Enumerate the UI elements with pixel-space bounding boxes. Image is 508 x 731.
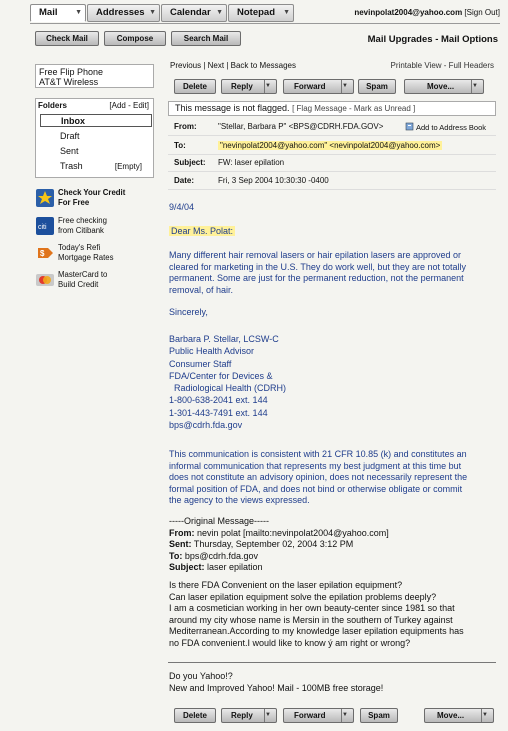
svg-text:citi: citi xyxy=(38,224,47,231)
from-value: "Stellar, Barbara P" <BPS@CDRH.FDA.GOV> xyxy=(218,122,384,131)
move-label: Move... xyxy=(427,82,455,91)
add-to-address-book-label: Add to Address Book xyxy=(415,123,486,132)
disclaimer-line: the agency to the views expressed. xyxy=(169,495,310,505)
promo-line: Today's Refi xyxy=(58,243,101,252)
forward-button-bottom[interactable] xyxy=(283,708,354,723)
original-line: around my city whose name is Mersin in the southern of Turkey against xyxy=(169,614,453,625)
sidebar-item-sent[interactable] xyxy=(40,145,152,158)
promo-line: For Free xyxy=(58,197,90,207)
sidebar-item-label: Trash xyxy=(60,161,83,171)
sidebar-item-trash[interactable] xyxy=(40,160,152,173)
move-dropdown[interactable] xyxy=(404,79,484,94)
original-sent-value: Thursday, September 02, 2004 3:12 PM xyxy=(193,539,354,549)
signature-line: Barbara P. Stellar, LCSW-C xyxy=(169,334,279,344)
tab-mail-label: Mail xyxy=(39,7,58,18)
disclaimer-paragraph xyxy=(169,449,467,507)
original-message-header xyxy=(169,516,389,574)
body-date: 9/4/04 xyxy=(169,202,195,212)
citibank-logo-icon xyxy=(36,217,54,235)
signature-line: 1-301-443-7491 ext. 144 xyxy=(169,407,268,418)
credit-check-icon xyxy=(36,189,54,207)
chevron-down-icon[interactable]: ▼ xyxy=(75,9,82,16)
signature-line: Radiological Health (CDRH) xyxy=(169,383,287,394)
original-from-label: From: xyxy=(169,527,195,538)
spam-button[interactable]: Spam xyxy=(358,79,396,94)
ad-line-2: AT&T Wireless xyxy=(39,77,99,87)
top-tab-bar xyxy=(30,2,500,24)
empty-trash-link[interactable]: [Empty] xyxy=(114,162,142,171)
chevron-down-icon[interactable]: ▼ xyxy=(264,709,276,722)
chevron-down-icon[interactable]: ▼ xyxy=(149,9,156,16)
promo-refi[interactable] xyxy=(36,243,161,267)
original-line: Is there FDA Convenient on the laser epilation equipment? xyxy=(169,580,403,590)
divider xyxy=(30,23,500,24)
original-from-value: nevin polat [mailto:nevinpolat2004@yahoo.com] xyxy=(197,527,389,538)
body-line: Many different hair removal lasers or hair epilation lasers are approved or xyxy=(169,250,461,260)
promo-line: Mortgage Rates xyxy=(58,252,114,262)
promo-citibank[interactable] xyxy=(36,216,161,240)
body-line: permanent. Some are just for the permanent reduction, not the permanent xyxy=(169,273,464,283)
original-line: no FDA convenient.I would like to know ý am right or wrong? xyxy=(169,637,411,648)
signature-block xyxy=(169,333,286,431)
original-subject-row xyxy=(169,562,389,574)
flag-message-links[interactable]: [ Flag Message - Mark as Unread ] xyxy=(292,104,416,113)
printable-view-links[interactable]: Printable View - Full Headers xyxy=(390,61,494,70)
to-label: To: xyxy=(174,141,186,150)
folders-edit-link[interactable]: [Add - Edit] xyxy=(109,101,149,110)
subject-label: Subject: xyxy=(174,158,206,167)
signature-line: 1-800-638-2041 ext. 144 xyxy=(169,395,268,406)
signature-line: Public Health Advisor xyxy=(169,346,255,357)
tab-mail[interactable] xyxy=(30,4,86,22)
header-date-row xyxy=(168,171,496,190)
sidebar-item-label: Draft xyxy=(60,131,80,141)
reply-label: Reply xyxy=(231,711,253,720)
account-info xyxy=(354,8,500,17)
chevron-down-icon[interactable]: ▼ xyxy=(264,80,276,93)
original-message-title: -----Original Message----- xyxy=(169,516,270,526)
footer-line-1: Do you Yahoo!? xyxy=(169,671,233,681)
footer-line-2[interactable]: New and Improved Yahoo! Mail - 100MB free storage! xyxy=(169,683,384,693)
original-sent-label: Sent: xyxy=(169,539,192,549)
tab-addresses-label: Addresses xyxy=(96,7,145,18)
promo-text xyxy=(58,216,107,235)
original-to-label: To: xyxy=(169,550,183,561)
promo-text xyxy=(58,188,125,207)
footer-divider xyxy=(168,662,496,663)
original-subject-value: laser epilation xyxy=(207,562,263,572)
delete-button-bottom[interactable]: Delete xyxy=(174,708,216,723)
ad-line-1: Free Flip Phone xyxy=(39,67,104,77)
message-nav-links[interactable]: Previous | Next | Back to Messages xyxy=(170,61,296,70)
move-dropdown-bottom[interactable] xyxy=(424,708,494,723)
body-greeting xyxy=(169,226,235,238)
sidebar-item-draft[interactable] xyxy=(40,130,152,143)
sign-out-link[interactable]: [Sign Out] xyxy=(464,8,500,17)
promo-line: Check Your Credit xyxy=(58,188,126,197)
header-subject-row xyxy=(168,153,496,172)
chevron-down-icon[interactable]: ▼ xyxy=(481,709,493,722)
forward-label: Forward xyxy=(294,82,326,91)
dollar-tag-icon xyxy=(36,244,54,262)
original-message-body xyxy=(169,580,464,649)
body-paragraph-1 xyxy=(169,250,466,296)
to-value: "nevinpolat2004@yahoo.com" <nevinpolat2004@yahoo.com> xyxy=(220,141,441,150)
signature-email-link[interactable]: bps@cdrh.fda.gov xyxy=(169,420,243,431)
tab-notepad-label: Notepad xyxy=(237,7,275,18)
promo-credit[interactable] xyxy=(36,188,161,212)
mastercard-icon xyxy=(36,271,54,289)
original-line: I am a cosmetician working in her own beauty-center since 1981 so that xyxy=(169,603,455,613)
check-mail-button[interactable]: Check Mail xyxy=(35,31,99,46)
move-label: Move... xyxy=(437,711,465,720)
signature-line: Consumer Staff xyxy=(169,358,232,369)
promo-line: Free checking xyxy=(58,216,107,225)
promo-mastercard[interactable] xyxy=(36,270,161,294)
compose-button[interactable]: Compose xyxy=(104,31,166,46)
tab-notepad[interactable] xyxy=(228,4,294,22)
chevron-down-icon[interactable]: ▼ xyxy=(341,709,353,722)
reply-label: Reply xyxy=(231,82,253,91)
chevron-down-icon[interactable]: ▼ xyxy=(341,80,353,93)
date-label: Date: xyxy=(174,176,195,185)
body-closing: Sincerely, xyxy=(169,307,208,317)
disclaimer-line: formal position of FDA, and does not bind or otherwise obligate or commit xyxy=(169,483,463,494)
address-book-icon xyxy=(405,122,414,131)
sidebar-ad[interactable] xyxy=(35,64,154,88)
flag-status-text: This message is not flagged. xyxy=(175,103,290,113)
subject-value: FW: laser epilation xyxy=(218,158,285,167)
tab-addresses[interactable] xyxy=(87,4,160,22)
tab-calendar[interactable] xyxy=(161,4,227,22)
delete-button[interactable]: Delete xyxy=(174,79,216,94)
yahoo-footer xyxy=(169,670,383,694)
body-line: removal, of hair. xyxy=(169,284,234,295)
original-line: Can laser epilation equipment solve the epilation problems deeply? xyxy=(169,591,437,602)
sidebar-item-label: Inbox xyxy=(61,116,85,126)
svg-text:$: $ xyxy=(40,249,45,258)
original-sent-row xyxy=(169,539,389,551)
flag-status-bar xyxy=(168,101,496,116)
reply-button-bottom[interactable] xyxy=(221,708,277,723)
header-from-row xyxy=(168,117,496,136)
disclaimer-line: This communication is consistent with 21 CFR 10.85 (k) and constitutes an xyxy=(169,449,467,459)
chevron-down-icon[interactable]: ▼ xyxy=(471,80,483,93)
date-value: Fri, 3 Sep 2004 10:30:30 -0400 xyxy=(218,176,329,185)
original-from-row xyxy=(169,528,389,540)
promo-line: MasterCard to xyxy=(58,270,108,279)
spam-button-bottom[interactable]: Spam xyxy=(360,708,398,723)
account-email: nevinpolat2004@yahoo.com xyxy=(354,8,463,17)
original-to-value: bps@cdrh.fda.gov xyxy=(184,550,259,561)
add-to-address-book-link[interactable] xyxy=(405,122,486,132)
body-line: cleared for marketing in the U.S. They do work well, but they are not totally xyxy=(169,261,466,272)
search-mail-button[interactable]: Search Mail xyxy=(171,31,241,46)
reply-button[interactable] xyxy=(221,79,277,94)
tab-calendar-label: Calendar xyxy=(170,7,211,18)
forward-button[interactable] xyxy=(283,79,354,94)
folders-title: Folders xyxy=(38,101,67,110)
disclaimer-line: does not constitute an advisory opinion, does not necessarily represent the xyxy=(169,472,468,482)
promo-text xyxy=(58,243,113,262)
disclaimer-line: informal communication that represents my best judgment at this time but xyxy=(169,460,462,471)
promo-line: from Citibank xyxy=(58,225,104,235)
from-label: From: xyxy=(174,122,197,131)
original-line: Mediterranean.According to my knowledge laser epilation equipments has xyxy=(169,626,464,636)
chevron-down-icon[interactable]: ▼ xyxy=(283,9,290,16)
greeting-text: Dear Ms. Polat: xyxy=(171,226,234,236)
chevron-down-icon[interactable]: ▼ xyxy=(216,9,223,16)
sidebar-item-inbox[interactable] xyxy=(40,114,152,127)
original-to-row xyxy=(169,551,389,563)
promo-line: Build Credit xyxy=(58,279,99,289)
sidebar-item-label: Sent xyxy=(60,146,79,156)
folders-panel xyxy=(35,98,154,178)
signature-line: FDA/Center for Devices & xyxy=(169,370,273,381)
forward-label: Forward xyxy=(294,711,326,720)
mail-options-links[interactable]: Mail Upgrades - Mail Options xyxy=(367,34,498,45)
original-subject-label: Subject: xyxy=(169,562,205,572)
promo-text xyxy=(58,270,107,289)
